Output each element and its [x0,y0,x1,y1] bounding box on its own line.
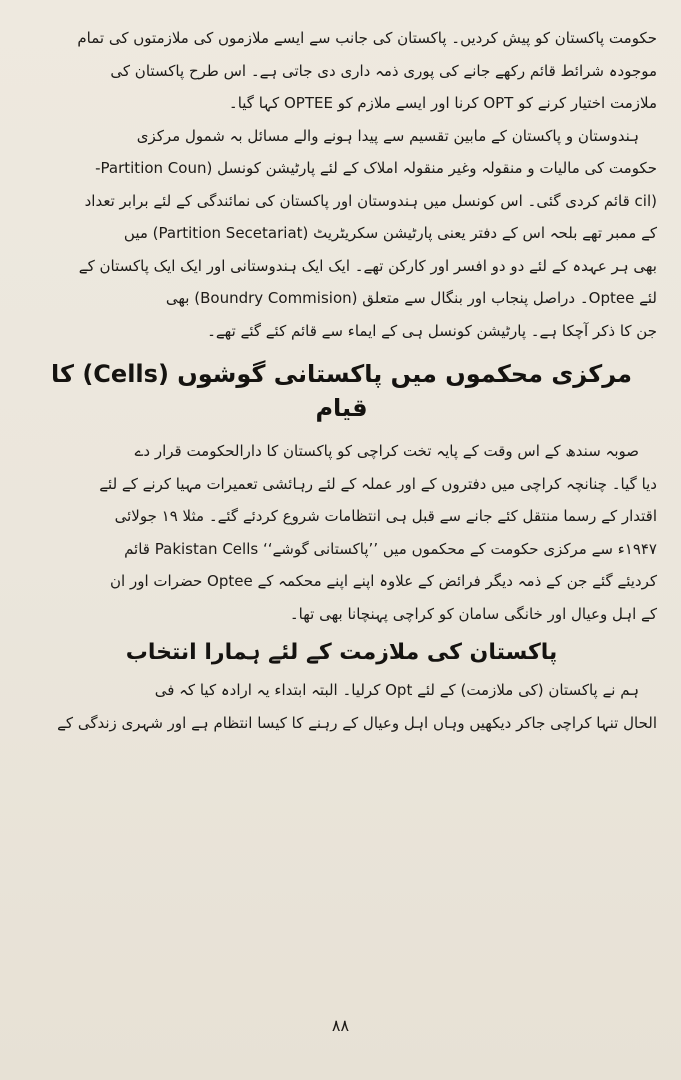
text-line: حکومت پاکستان کو پیش کردیں۔ پاکستان کی جانب سے ایسے ملازموں کی ملازمتوں کی تمام [77,29,657,47]
text-line: دیا گیا۔ چنانچہ کراچی میں دفتروں کے اور عملہ کے لئے رہائشی تعمیرات مہیا کرنے کے لئے [99,474,657,493]
text-line: (cil قائم کردی گئی۔ اس کونسل میں ہندوستان اور پاکستان کی نمائندگی کے لئے برابر تعداد [84,191,657,210]
text-line: کردیئے گئے جن کے ذمہ دیگر فرائض کے علاوہ اپنے اپنے محکمہ کے Optee حضرات اور ان [110,572,657,590]
paragraph-opted-for-pakistan [26,674,657,739]
text-line: ملازمت اختیار کرنے کو OPT کرنا اور ایسے ملازم کو OPTEE کہا گیا۔ [228,94,657,112]
text-line: الحال تنہا کراچی جاکر دیکھیں وہاں اہل وعیال کے رہنے کا کیسا انتظام ہے اور شہری زندگی کے [57,713,657,732]
text-line: بھی ہر عہدہ کے لئے دو دو افسر اور کارکن تھے۔ ایک ایک ہندوستانی اور ایک ایک پاکستان کے [78,256,657,275]
paragraph-opt-definition [26,22,657,120]
text-line: لئے Optee۔ دراصل پنجاب اور بنگال سے متعلق (Boundry Commision) بھی [165,289,657,307]
text-line: ۱۹۴۷ء سے مرکزی حکومت کے محکموں میں ’’پاکستانی گوشے‘‘ Pakistan Cells قائم [124,539,657,558]
text-line: اقتدار کے رسما منتقل کئے جانے سے قبل ہی انتظامات شروع کردئے گئے۔ مثلا ۱۹ جولائی [114,507,657,525]
section-heading-our-choice: پاکستان کی ملازمت کے لئے ہمارا انتخاب [125,640,558,665]
text-line: حکومت کی مالیات و منقولہ وغیر منقولہ املاک کے لئے پارٹیشن کونسل (Partition Coun- [95,159,657,177]
text-line: موجودہ شرائط قائم رکھے جانے کی پوری ذمہ داری دی جاتی ہے۔ اس طرح پاکستان کی [110,61,657,80]
paragraph-karachi-capital [26,435,657,630]
text-line: جن کا ذکر آچکا ہے۔ پارٹیشن کونسل ہی کے ایماء سے قائم کئے گئے تھے۔ [207,321,657,340]
text-line: کے ممبر تھے بلحہ اس کے دفتر یعنی پارٹیشن سکریٹریٹ (Partition Secetariat) میں [123,224,657,242]
text-line: ہم نے پاکستان (کی ملازمت) کے لئے Opt کرلیا۔ البتہ ابتداء یہ ارادہ کیا کہ فی [154,681,639,699]
text-line: کے اہل وعیال اور خانگی سامان کو کراچی پہنچانا بھی تھا۔ [289,604,657,623]
section-heading-pakistan-cells: مرکزی محکموں میں پاکستانی گوشوں (Cells) کا قیام [51,360,632,422]
paragraph-partition-council [26,120,657,348]
page-number: ۸۸ [331,1016,350,1035]
text-line: صوبہ سندھ کے اس وقت کے پایہ تخت کراچی کو پاکستان کا دارالحکومت قرار دے [134,442,639,460]
text-line: ہندوستان و پاکستان کے مابین تقسیم سے پیدا ہونے والے مسائل بہ شمول مرکزی [136,126,639,145]
